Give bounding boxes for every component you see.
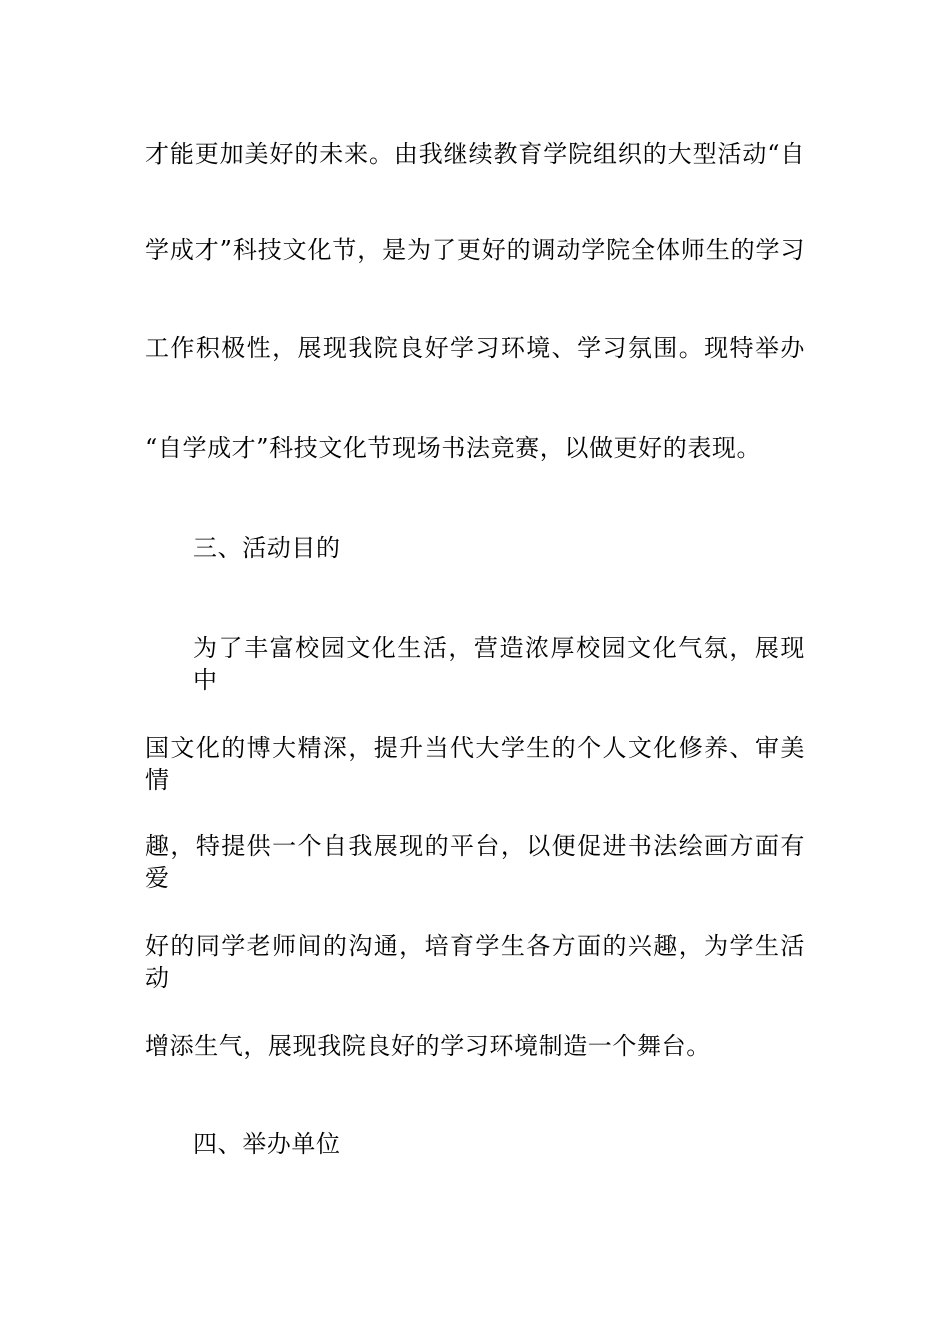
paragraph-line: 学成才”科技文化节，是为了更好的调动学院全体师生的学习 [145, 236, 805, 264]
paragraph-line: 才能更加美好的未来。由我继续教育学院组织的大型活动“自 [145, 140, 805, 168]
paragraph-line: 趣，特提供一个自我展现的平台，以便促进书法绘画方面有爱 [145, 832, 805, 892]
paragraph-line: 国文化的博大精深，提升当代大学生的个人文化修养、审美情 [145, 734, 805, 794]
section-heading-organizer: 四、举办单位 [193, 1130, 341, 1158]
paragraph-line: 工作积极性，展现我院良好学习环境、学习氛围。现特举办 [145, 334, 805, 362]
paragraph-line: 为了丰富校园文化生活，营造浓厚校园文化气氛，展现中 [193, 634, 805, 694]
section-heading-activity-purpose: 三、活动目的 [193, 534, 341, 562]
paragraph-line: 增添生气，展现我院良好的学习环境制造一个舞台。 [145, 1032, 711, 1060]
paragraph-line: “自学成才”科技文化节现场书法竞赛，以做更好的表现。 [145, 434, 762, 462]
paragraph-line: 好的同学老师间的沟通，培育学生各方面的兴趣，为学生活动 [145, 932, 805, 992]
